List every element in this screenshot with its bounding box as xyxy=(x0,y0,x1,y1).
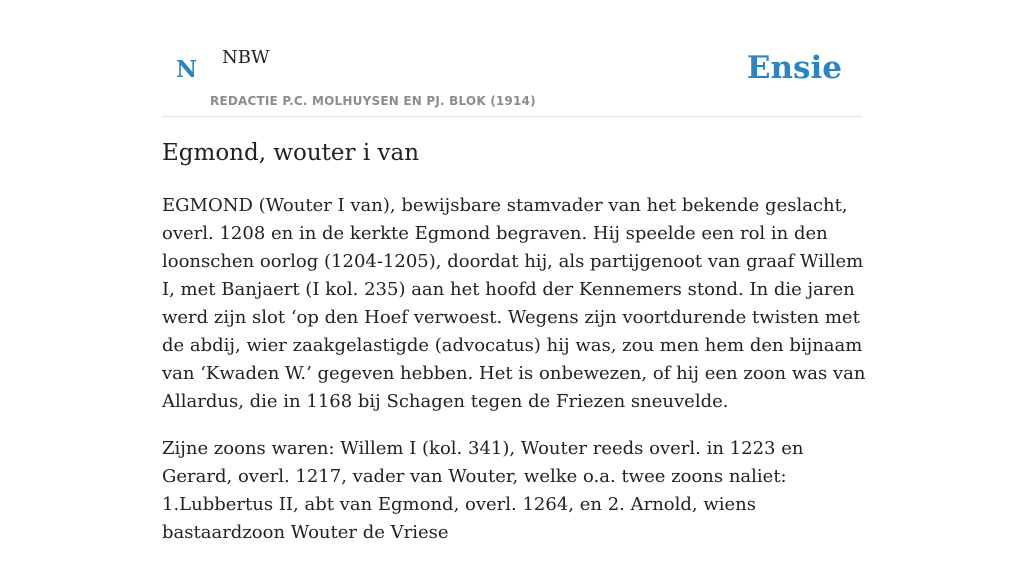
article-paragraph: Zijne zoons waren: Willem I (kol. 341), Wouter reeds overl. in 1223 en Gerard, overl. 1217, vader van Wouter, welke o.a. twee zoons naliet: 1.Lubbertus II, abt van Egmond, overl. 1264, en 2. Arnold, wiens bastaardzoon Wouter de Vriese xyxy=(162,438,804,543)
brand-logo[interactable]: Ensie xyxy=(746,50,842,86)
article-paragraph: EGMOND (Wouter I van), bewijsbare stamvader van het bekende geslacht, overl. 1208 en in de kerkte Egmond begraven. Hij speelde een rol in den loonschen oorlog (1204-1205), doordat hij, als partijgenoot van graaf Willem I, met Banjaert (I kol. 235) aan het hoofd der Kennemers stond. In die jaren werd zijn slot ‘op den Hoef verwoest. Wegens zijn voortdurende twisten met de abdij, wier zaakgelastigde (advocatus) hij was, zou men hem den bijnaam van ‘Kwaden W.’ gegeven hebben. Het is onbewezen, of hij een zoon was van Allardus, die in 1168 bij Schagen tegen de Friezen sneuvelde. xyxy=(162,195,866,412)
page xyxy=(162,0,866,543)
source-title[interactable]: NBW xyxy=(222,47,270,68)
source-logo[interactable]: N xyxy=(176,56,198,83)
source-subtitle: REDACTIE P.C. MOLHUYSEN EN PJ. BLOK (1914) xyxy=(210,94,536,108)
article-title: Egmond, wouter i van xyxy=(162,140,420,166)
article-body xyxy=(162,192,866,566)
header xyxy=(162,0,862,117)
